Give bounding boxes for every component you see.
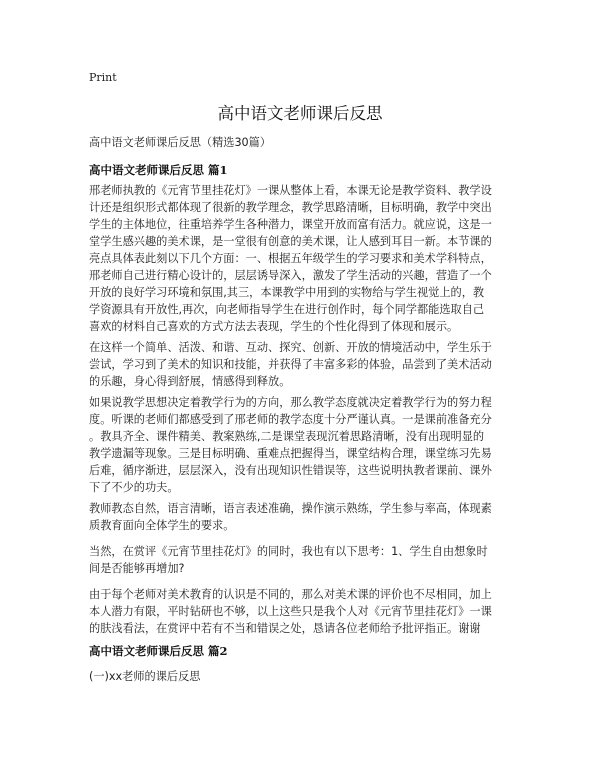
paragraph-line: 度。听课的老师们都感受到了邢老师的教学态度十分严谨认真。一是课前准备充分: [89, 413, 492, 426]
paragraph-line: 学生的主体地位，往重培养学生各种潜力，课堂开放而富有活力。就应说，这是一: [89, 218, 492, 231]
paragraph-5: [89, 543, 521, 577]
section-item: (一)xx老师的课后反思: [89, 670, 201, 683]
paragraph-line: 亮点具体表此刻以下几个方面：一、根据五年级学生的学习要求和美术学科特点，: [89, 252, 492, 265]
subtitle: 高中语文老师课后反思（精选30篇）: [89, 136, 272, 149]
section-heading-1: 高中语文老师课后反思 篇1: [89, 163, 228, 177]
section-heading-2: 高中语文老师课后反思 篇2: [89, 644, 228, 658]
paragraph-line: 后难，循序渐进，层层深入，没有出现知识性错误等，这些说明执教者课前、课外: [89, 464, 492, 477]
paragraph-line: 在这样一个简单、活泼、和谐、互动、探究、创新、开放的情境活动中，学生乐于: [89, 341, 492, 354]
paragraph-line: 开放的良好学习环境和氛围,其三，本课教学中用到的实物给与学生视觉上的，教: [89, 286, 485, 299]
paragraph-line: 的肤浅看法，在赏评中若有不当和错误之处，恳请各位老师给予批评指正。谢谢: [89, 622, 481, 635]
paragraph-4: [89, 500, 521, 534]
paragraph-line: 下了不少的功夫。: [89, 481, 179, 494]
paragraph-line: 本人潜力有限，平时钻研也不够，以上这些只是我个人对《元宵节里挂花灯》一课: [89, 605, 492, 618]
paragraph-1: [89, 182, 521, 335]
paragraph-line: 教师教态自然，语言清晰，语言表述准确，操作演示熟练，学生参与率高，体现素: [89, 502, 492, 515]
paragraph-line: 计还是组织形式都体现了很新的教学理念，教学思路清晰，目标明确，教学中突出: [89, 201, 492, 214]
paragraph-line: 尝试，学习到了美术的知识和技能，并获得了丰富多彩的体验，品尝到了美术活动: [89, 358, 492, 371]
paragraph-line: 喜欢的材料自己喜欢的方式方法去表现，学生的个性化得到了体现和展示。: [89, 320, 459, 333]
paragraph-line: 教学遗漏等现象。三是目标明确、重难点把握得当，课堂结构合理，课堂练习先易: [89, 447, 492, 460]
paragraph-line: 邢老师自己进行精心设计的，层层诱导深入，激发了学生活动的兴趣，营造了一个: [89, 269, 492, 282]
paragraph-line: 的乐趣，身心得到舒展，情感得到释放。: [89, 375, 291, 388]
print-link[interactable]: Print: [89, 71, 117, 84]
paragraph-line: 质教育面向全体学生的要求。: [89, 519, 235, 532]
page-title: 高中语文老师课后反思: [217, 104, 383, 123]
paragraph-3: [89, 394, 521, 496]
paragraph-line: 由于每个老师对美术教育的认识是不同的，那么对美术课的评价也不尽相同，加上: [89, 588, 492, 601]
paragraph-line: 。教具齐全、课件精美、教案熟练,二是课堂表现沉着思路清晰，没有出现明显的: [89, 430, 485, 443]
paragraph-2: [89, 339, 521, 390]
paragraph-line: 堂学生感兴趣的美术课，是一堂很有创意的美术课，让人感到耳目一新。本节课的: [89, 235, 492, 248]
paragraph-line: 学资源具有开放性,再次，向老师指导学生在进行创作时，每个同学都能选取自己: [89, 303, 485, 316]
paragraph-6: [89, 586, 521, 637]
paragraph-line: 当然，在赏评《元宵节里挂花灯》的同时，我也有以下思考：1、学生自由想象时: [89, 545, 488, 558]
paragraph-line: 邢老师执教的《元宵节里挂花灯》一课从整体上看，本课无论是教学资料、教学设: [89, 184, 492, 197]
paragraph-line: 间是否能够再增加?: [89, 562, 185, 575]
paragraph-line: 如果说教学思想决定着教学行为的方向，那么教学态度就决定着教学行为的努力程: [89, 396, 492, 409]
